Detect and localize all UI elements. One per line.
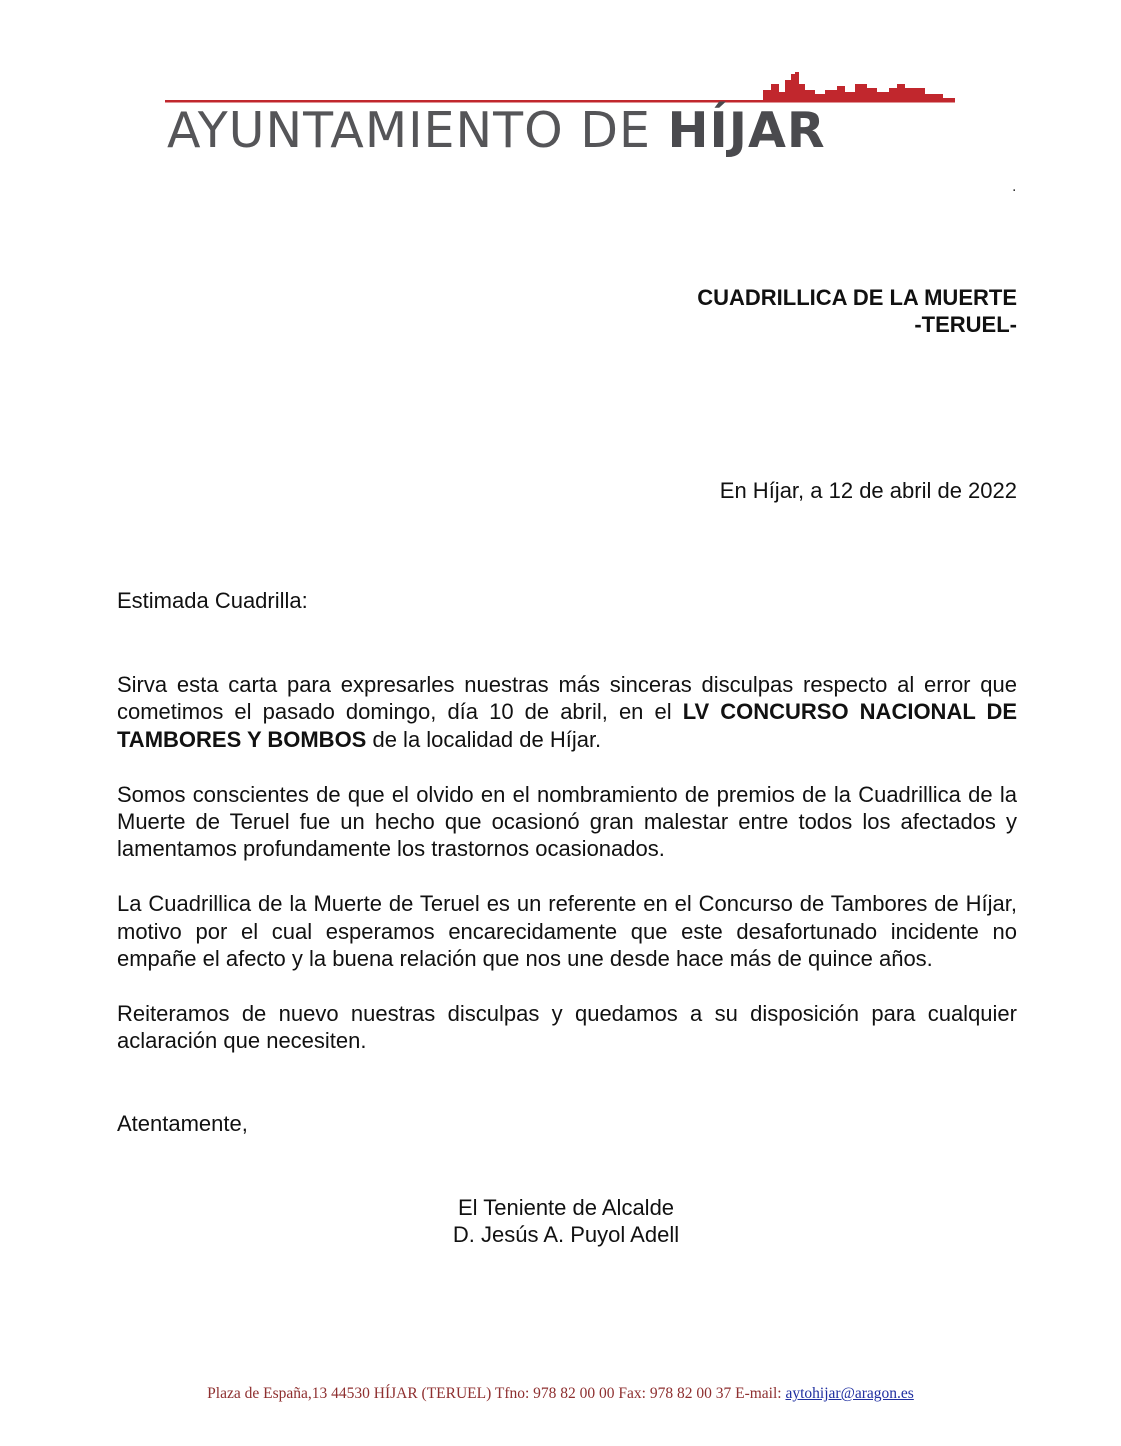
logo-text-regular: AYUNTAMIENTO DE — [167, 102, 668, 159]
paragraph-1-before: Sirva esta carta para expresarles nuestras más sinceras disculpas respecto al error que cometimos el pasado domingo, día 10 de abril, en el — [117, 672, 1017, 725]
signature-name: D. Jesús A. Puyol Adell — [452, 1222, 680, 1247]
recipient-block — [697, 284, 1017, 338]
footer-contact — [0, 1385, 1121, 1403]
recipient-name: CUADRILLICA DE LA MUERTE — [697, 285, 1017, 310]
letterhead-logo — [165, 70, 960, 160]
date-line: En Híjar, a 12 de abril de 2022 — [719, 478, 1017, 503]
letter-body — [117, 671, 1017, 1082]
logo-wordmark — [167, 102, 826, 159]
paragraph-4: Reiteramos de nuevo nuestras disculpas y quedamos a su disposición para cualquier aclaración que necesiten. — [117, 1000, 1017, 1054]
contest-name: LV CONCURSO NACIONAL DE TAMBORES Y BOMBOS — [117, 699, 1018, 752]
paragraph-3: La Cuadrillica de la Muerte de Teruel es un referente en el Concurso de Tambores de Híjar, motivo por el cual esperamos encarecidamente que este desafortunado incidente no empañe el afecto y la buena relación que nos une desde hace más de quince años. — [117, 891, 1017, 972]
logo-text-bold: HÍJAR — [667, 102, 826, 159]
signature-title: El Teniente de Alcalde — [457, 1195, 675, 1220]
closing: Atentamente, — [117, 1111, 248, 1136]
corner-mark: . — [1012, 178, 1017, 195]
paragraph-1 — [117, 671, 1017, 753]
paragraph-1-after: de la localidad de Híjar. — [366, 726, 602, 752]
signature-block — [416, 1194, 716, 1248]
email-link[interactable]: aytohijar@aragon.es — [785, 1385, 914, 1402]
greeting: Estimada Cuadrilla: — [117, 588, 308, 613]
recipient-location: -TERUEL- — [914, 312, 1017, 337]
paragraph-2: Somos conscientes de que el olvido en el nombramiento de premios de la Cuadrillica de la Muerte de Teruel fue un hecho que ocasionó gran malestar entre todos los afectados y lamentamos profundamente los trastornos ocasionados. — [117, 781, 1017, 862]
footer-address: Plaza de España,13 44530 HÍJAR (TERUEL) Tfno: 978 82 00 00 Fax: 978 82 00 37 E-mail: — [207, 1385, 786, 1402]
